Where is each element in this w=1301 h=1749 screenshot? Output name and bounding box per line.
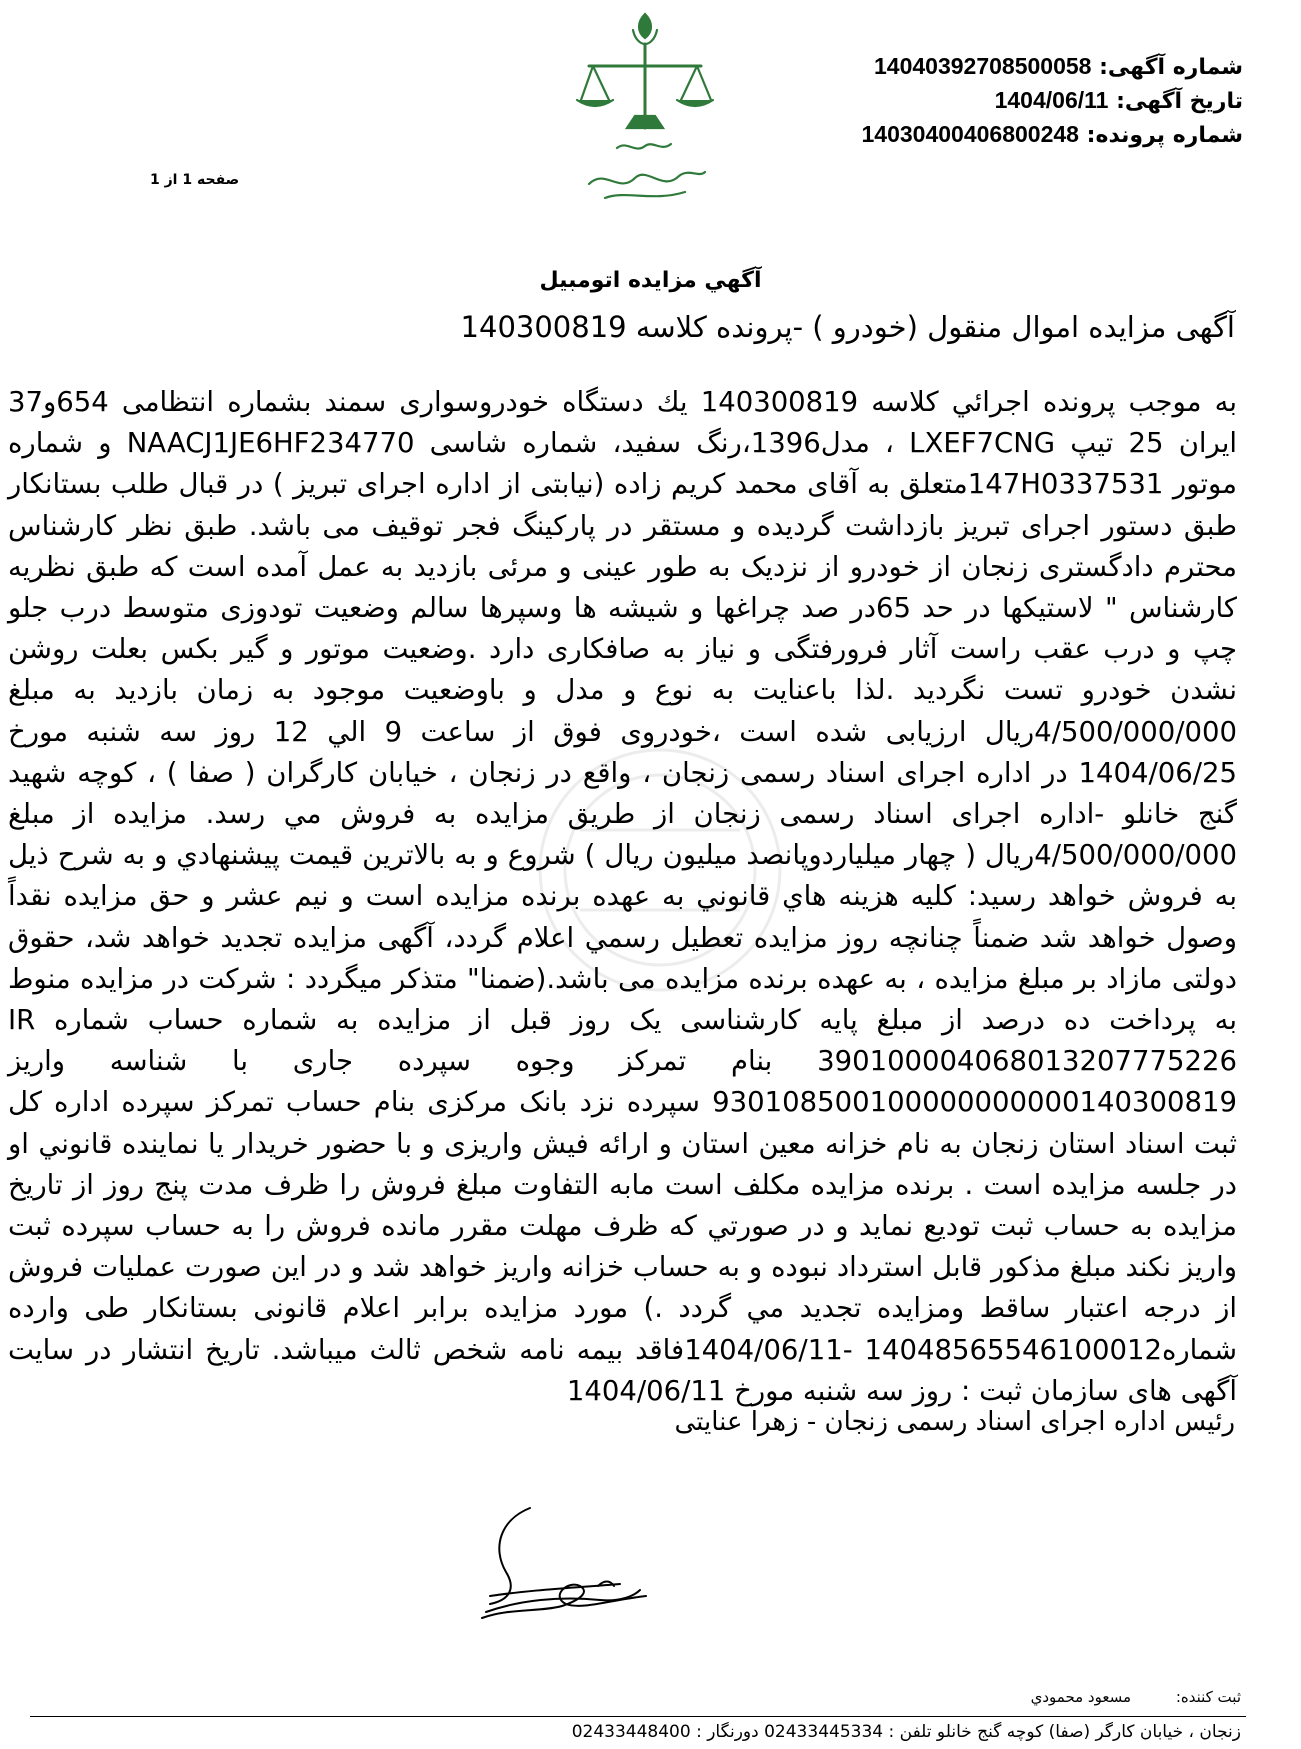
- notice-meta: [862, 50, 1243, 152]
- registrar-line: [1031, 1688, 1241, 1706]
- registrar-label: ثبت کننده:: [1175, 1688, 1241, 1706]
- notice-date: 1404/06/11: [994, 87, 1109, 113]
- footer-divider: [30, 1716, 1246, 1717]
- signer-line: رئیس اداره اجرای اسناد رسمی زنجان - زهرا عنایتی: [674, 1407, 1235, 1437]
- notice-date-label: تاریخ آگهی:: [1116, 89, 1243, 114]
- notice-number-row: [862, 50, 1243, 84]
- notice-title: آگهي مزايده اتومبيل: [539, 268, 762, 293]
- notice-body: به موجب پرونده اجرائي كلاسه 140300819 يك دستگاه خودروسواری سمند بشماره انتظامی 654و37 ایران 25 تیپ LXEF7CNG ، مدل1396،رنگ سفید، شماره شاسی NAACJ1JE6HF234770 و شماره موتور 147H0337531متعلق به آقای محمد کریم زاده (نیابتی از اداره اجرای تبریز ) در قبال طلب بستانکار طبق دستور اجرای تبریز بازداشت گردیده و مستقر در پارکینگ فجر توقیف می باشد. طبق نظر کارشناس محترم دادگستری زنجان از خودرو از نزدیک به طور عینی و مرئی بازدید به عمل آمده است که طبق نظریه کارشناس " لاستیکها در حد 65در صد چراغها و شیشه ها وسپرها سالم وضعیت تودوزی متوسط درب جلو چپ و درب عقب راست آثار فرورفتگی و نیاز به صافکاری دارد .وضعیت موتور و گیر بکس بعلت روشن نشدن خودرو تست نگردید .لذا باعنایت به نوع و مدل و باوضعیت موجود به زمان بازدید به مبلغ 4/500/000/000ریال ارزيابی شده است ،خودروی فوق از ساعت 9 الي 12 روز سه شنبه مورخ 1404/06/25 در اداره اجرای اسناد رسمی زنجان ، واقع در زنجان ، خیابان کارگران ( صفا ) ، کوچه شهید گنج خانلو -اداره اجرای اسناد رسمی زنجان از طريق مزايده به فروش مي رسد. مزايده از مبلغ 4/500/000/000ریال ( چهار میلیاردوپانصد میلیون ریال ) شروع و به بالاترين قيمت پيشنهادي و به شرح ذيل به فروش خواهد رسيد: كليه هزينه هاي قانوني به عهده برنده مزايده است و نيم عشر و حق مزايده نقداً وصول خواهد شد ضمناً چنانچه روز مزايده تعطيل رسمي اعلام گردد، آگهی مزایده تجدید خواهد شد، حقوق دولتی مازاد بر مبلغ مزایده ، به عهده برنده مزایده می باشد.(ضمنا" متذکر میگردد : شرکت در مزایده منوط به پرداخت ده درصد از مبلغ پایه کارشناسی یک روز قبل از مزایده به شماره حساب شماره IR 390100004068013207775226 بنام تمرکز وجوه سپرده جاری با شناسه واریز 930108500100000000000140300819 سپرده نزد بانک مرکزی بنام حساب تمرکز سپرده اداره کل ثبت اسناد استان زنجان به نام خزانه معین استان و ارائه فیش واریزی و با حضور خریدار یا نماینده قانوني او در جلسه مزايده است . برنده مزايده مكلف است مابه التفاوت مبلغ فروش را ظرف مدت پنج روز از تاريخ مزايده به حساب ثبت توديع نمايد و در صورتي كه ظرف مهلت مقرر مانده فروش را به حساب سپرده ثبت واريز نكند مبلغ مذكور قابل استرداد نبوده و به حساب خزانه واريز خواهد شد و در اين صورت عمليات فروش از درجه اعتبار ساقط ومزايده تجديد مي گردد .) مورد مزایده برابر اعلام قانونی بستانکار طی وارده شماره14048565546100012 -1404/06/11فاقد بیمه نامه شخص ثالث میباشد. تاریخ انتشار در سایت آگهی های سازمان ثبت : روز سه شنبه مورخ 1404/06/11: [8, 386, 1238, 1407]
- judiciary-emblem-icon: [575, 8, 715, 220]
- page-indicator: صفحه 1 از 1: [150, 172, 240, 188]
- signature-icon: [470, 1500, 660, 1630]
- file-number: 14030400406800248: [861, 121, 1079, 147]
- notice-number-label: شماره آگهی:: [1099, 55, 1243, 80]
- footer-address: زنجان ، خیابان کارگر (صفا) کوچه گنج خانلو تلفن : 02433445334 دورنگار : 02433448400: [571, 1722, 1241, 1742]
- notice-date-row: [862, 84, 1243, 118]
- file-number-row: [862, 118, 1243, 152]
- notice-subtitle: آگهی مزایده اموال منقول (خودرو ) -پرونده کلاسه 140300819: [460, 310, 1235, 344]
- registrar-name: مسعود محمودي: [1030, 1688, 1132, 1706]
- file-number-label: شماره پرونده:: [1086, 123, 1243, 148]
- notice-number: 14040392708500058: [873, 53, 1092, 79]
